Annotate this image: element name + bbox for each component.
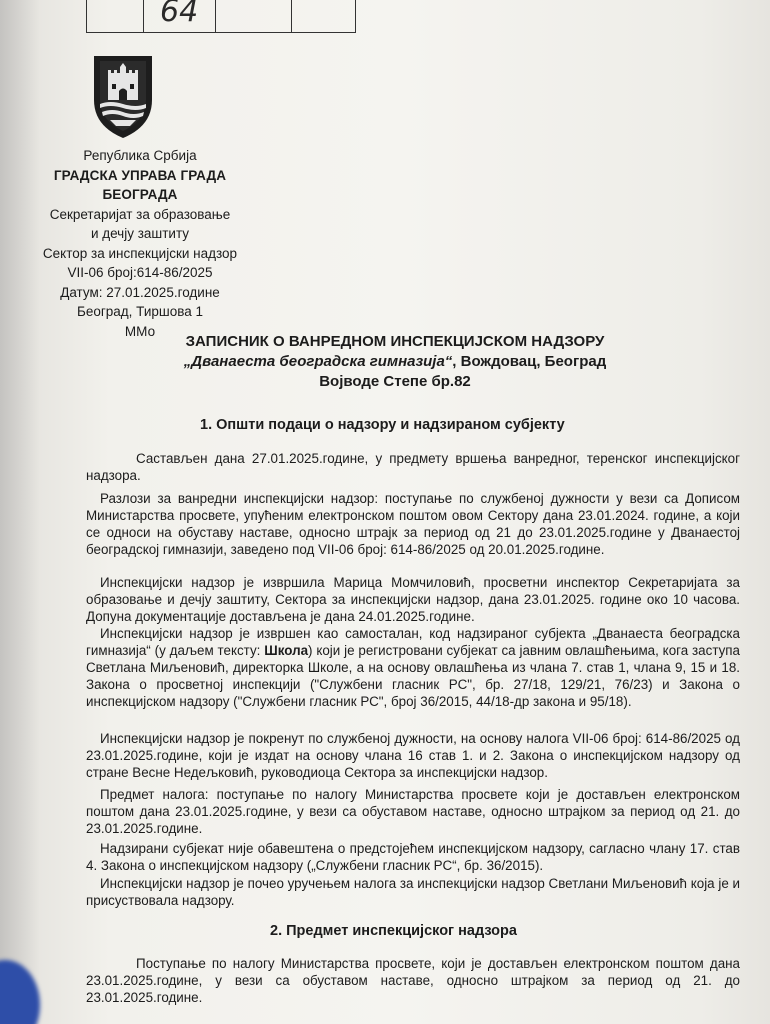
section-2-paragraph-1	[86, 955, 740, 1006]
document-date: Датум: 27.01.2025.године	[60, 284, 220, 300]
reference-number: VII-06 број:614-86/2025	[67, 265, 213, 280]
section-1-paragraph-8	[86, 875, 740, 909]
school-address: Војводе Степе бр.82	[319, 373, 471, 390]
belgrade-coat-of-arms-icon	[90, 50, 156, 140]
section-1-paragraph-3	[86, 574, 740, 625]
paragraph-text: Инспекцијски надзор је извршен као самосталан, код надзираног субјекта „Дванаеста београдска гимназија“ (у даљем тексту:	[86, 626, 740, 658]
section-1-paragraph-2	[86, 490, 740, 558]
paragraph-text: Разлози за ванредни инспекцијски надзор: поступање по службеној дужности у вези са Дописом Министарства просвете, упућеним електронском поштом овом Сектору дана 23.01.2024. године, а који се односи на обуставу наставе, односно штрајк за период од 21 до 23.01.2025.године у Дванаестој београдској гимназији, заведено под VII-06 број: 614-86/2025 од 20.01.2025.године.	[86, 491, 740, 557]
defined-term: Школа	[264, 643, 309, 658]
section-1-paragraph-6	[86, 786, 740, 837]
paragraph-text: Инспекцијски надзор је извршила Марица Момчиловић, просветни инспектор Секретаријата за образовање и дечју заштиту, Сектора за инспекцијски надзор, дана 23.01.2025. године око 10 часова. Допуна документације достављена је дана 24.01.2025.године.	[86, 575, 740, 624]
issuer-header	[20, 146, 260, 341]
section-1-paragraph-4	[86, 625, 740, 710]
school-name: „Дванаеста београдска гимназија“	[183, 353, 453, 370]
title-line: ЗАПИСНИК О ВАНРЕДНОМ ИНСПЕКЦИЈСКОМ НАДЗОРУ	[185, 333, 605, 350]
address: Београд, Тиршова 1	[76, 304, 204, 319]
section-1-paragraph-7	[86, 840, 740, 874]
section-1-paragraph-5	[86, 730, 740, 781]
school-location: , Вождовац, Београд	[452, 353, 607, 370]
paragraph-text: Поступање по налогу Министарства просвете, који је достављен електронском поштом дана 23.01.2025.године, у вези са обуставом наставе, односно штрајком за период од 21. до 23.01.2025.године.	[86, 956, 740, 1005]
authority-name: ГРАДСКА УПРАВА ГРАДА БЕОГРАДА	[53, 167, 227, 202]
paragraph-text: Надзирани субјекат није обавештена о предстојећем инспекцијском надзору, сагласно члану 17. став 4. Закона о инспекцијском надзору („Службени гласник РС“, бр. 36/2015).	[86, 841, 740, 873]
stamp-divider	[215, 0, 216, 32]
registration-stamp	[86, 0, 356, 33]
paragraph-text: Састављен дана 27.01.2025.године, у предмету вршења ванредног, теренског инспекцијског надзора.	[86, 451, 740, 483]
paragraph-text: Предмет налога: поступање по налогу Министарства просвете који је достављен електронском поштом дана 23.01.2025.године, у вези са обуставом наставе, односно штрајком за период од 21. до 23.01.2025.године.	[86, 787, 740, 836]
paragraph-text: ) који је регистровани субјекат са јавним овлашћењима, кога заступа Светлана Миљеновић, директорка Школе, а на основу овлашћења из члана 7. став 1, члана 9, 15 и 18. Закона о просветној инспекцији ("Службени гласник РС", бр. 27/18, 129/21, 76/23) и Закона о инспекцијском надзору ("Службени гласник РС", број 36/2015, 44/18-др закона и 95/18).	[86, 643, 740, 709]
stamp-number: 64	[160, 0, 199, 29]
initials: ММо	[124, 323, 156, 339]
secretariat-name-cont: и дечју заштиту	[90, 226, 190, 241]
section-2-heading: 2. Предмет инспекцијског надзора	[270, 923, 517, 939]
stamp-divider	[143, 0, 144, 32]
paragraph-text: Инспекцијски надзор је покренут по службеној дужности, на основу налога VII-06 број: 614-86/2025 од 23.01.2025.године, који је издат на основу члана 16 став 1. и 2. Закона о инспекцијском надзору од стране Весне Недељковић, руководиоца Сектора за инспекцијски надзор.	[86, 731, 740, 780]
country-name: Република Србија	[83, 148, 197, 163]
secretariat-name: Секретаријат за образовање	[49, 206, 231, 222]
paragraph-text: Инспекцијски надзор је почео уручењем налога за инспекцијски надзор Светлани Миљеновић која је и присуствовала надзору.	[86, 876, 740, 908]
sector-name: Сектор за инспекцијски надзор	[42, 245, 238, 261]
section-1-heading: 1. Општи подаци о надзору и надзираном субјекту	[200, 417, 565, 433]
document-title	[130, 332, 660, 392]
school-line	[130, 352, 660, 372]
section-1-paragraph-1	[86, 450, 740, 484]
stamp-divider	[291, 0, 292, 32]
